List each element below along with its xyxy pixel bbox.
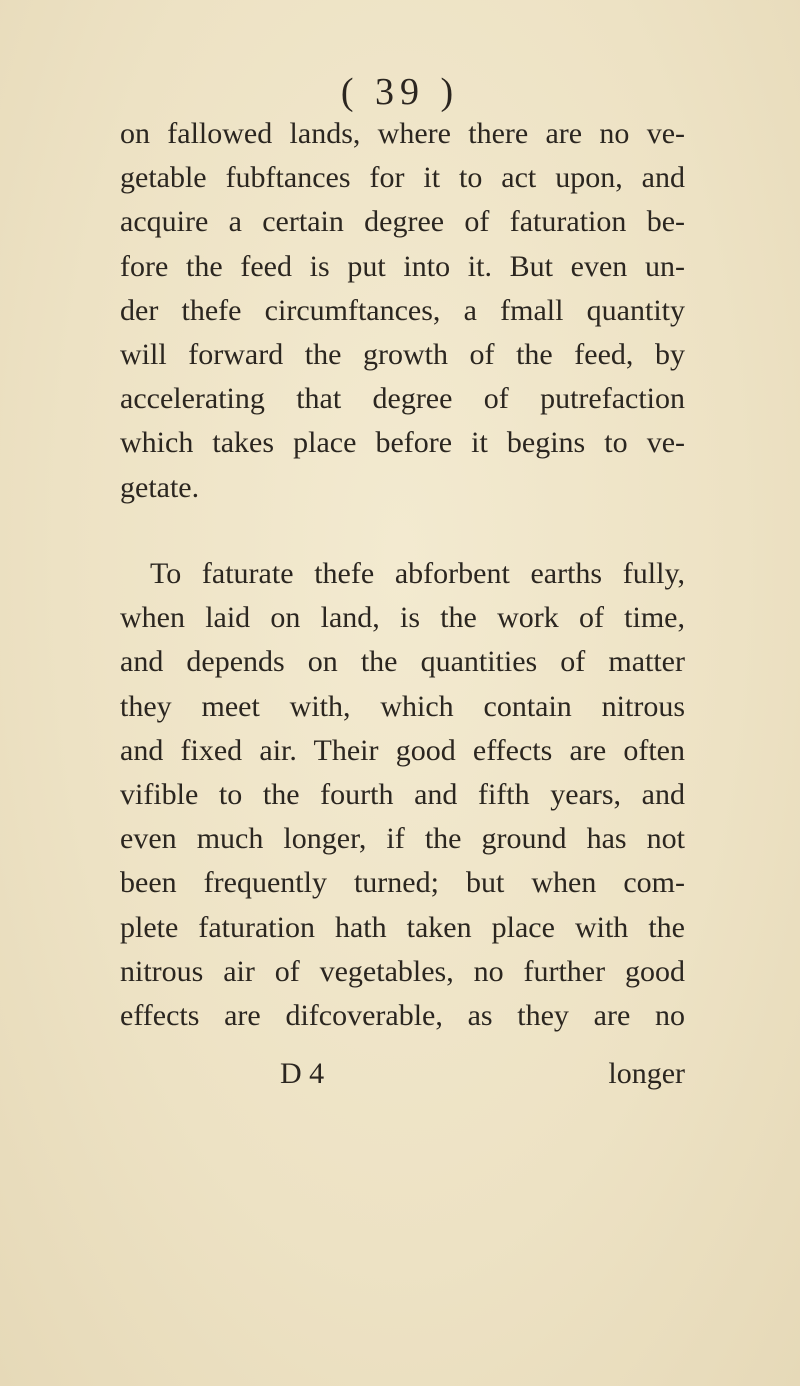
catchword: longer <box>608 1057 685 1090</box>
text-line: getate. <box>120 470 200 504</box>
text-line: plete faturation hath taken place with the <box>120 910 685 944</box>
page-number: ( 39 ) <box>340 71 460 113</box>
text-line: nitrous air of vegetables, no further good <box>120 954 685 988</box>
text-line: and fixed air. Their good effects are often <box>120 733 685 767</box>
footer-line <box>120 1052 685 1096</box>
text-line: vifible to the fourth and fifth years, and <box>120 777 685 811</box>
text-line: been frequently turned; but when com- <box>120 866 685 900</box>
text-line: To faturate thefe abforbent earths fully, <box>150 557 685 590</box>
text-line: they meet with, which contain nitrous <box>120 689 685 723</box>
text-line: will forward the growth of the feed, by <box>120 337 685 371</box>
text-line: on fallowed lands, where there are no ve- <box>120 117 685 150</box>
signature-mark: D 4 <box>280 1057 325 1090</box>
text-line: acquire a certain degree of faturation be- <box>120 205 685 239</box>
text-line: and depends on the quantities of matter <box>120 645 685 679</box>
text-line: effects are difcoverable, as they are no <box>120 998 685 1032</box>
text-line: fore the feed is put into it. But even un- <box>120 249 685 283</box>
text-line: even much longer, if the ground has not <box>120 822 685 856</box>
paragraph-2 <box>120 552 685 1038</box>
text-line: accelerating that degree of putrefaction <box>120 382 685 416</box>
text-line: der thefe circumftances, a fmall quantity <box>120 293 685 327</box>
text-line: when laid on land, is the work of time, <box>120 601 685 635</box>
paragraph-1 <box>120 112 685 510</box>
text-line: getable fubftances for it to act upon, and <box>120 161 685 195</box>
text-line: which takes place before it begins to ve- <box>120 426 685 460</box>
